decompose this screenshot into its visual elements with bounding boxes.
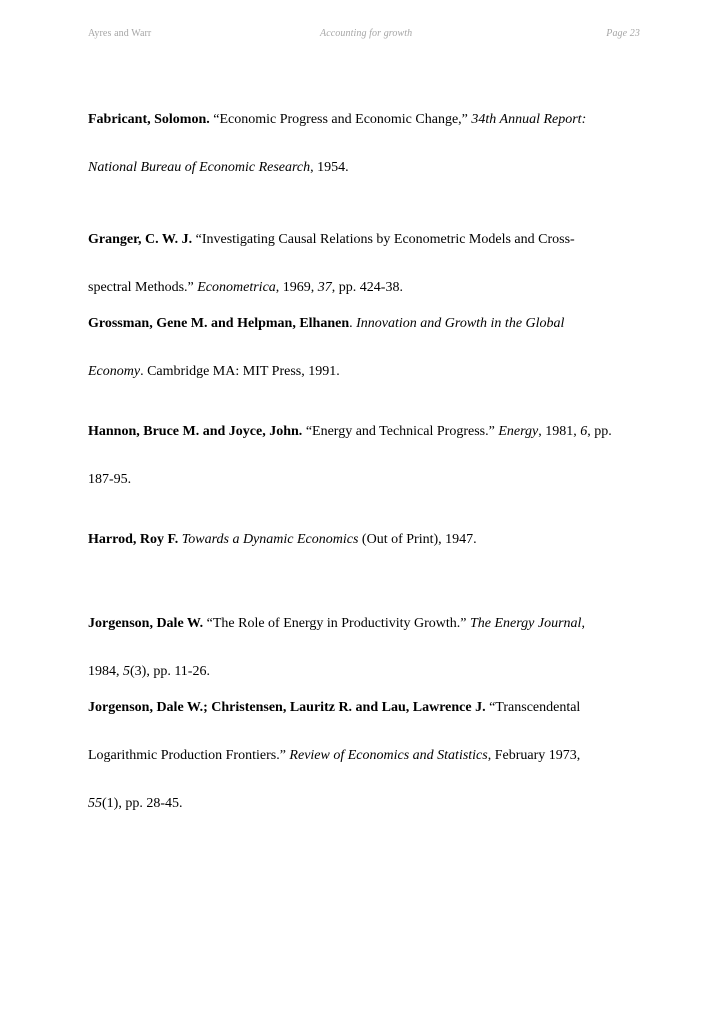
- reference-italic-text: 6: [580, 424, 588, 439]
- header-page-number: Page 23: [606, 28, 640, 39]
- reference-italic-text: 5: [123, 664, 130, 679]
- reference-text: , 1981,: [538, 424, 581, 439]
- reference-text: , pp. 424-38.: [331, 280, 403, 295]
- reference-entry: [88, 408, 648, 504]
- reference-text: (3), pp. 11-26.: [130, 664, 210, 679]
- reference-line: [88, 684, 648, 732]
- reference-line: [88, 96, 648, 144]
- reference-line: [88, 300, 648, 348]
- reference-text: , 1969,: [275, 280, 318, 295]
- reference-line: [88, 780, 648, 828]
- reference-line: [88, 348, 648, 396]
- reference-text: spectral Methods.”: [88, 280, 198, 295]
- reference-italic-text: Energy: [498, 424, 539, 439]
- reference-italic-text: Econometrica: [197, 280, 276, 295]
- reference-text: , pp.: [587, 424, 612, 439]
- reference-italic-text: Economy: [88, 364, 141, 379]
- reference-line: [88, 600, 648, 648]
- reference-line: [88, 408, 648, 456]
- reference-authors: Grossman, Gene M. and Helpman, Elhanen: [88, 316, 350, 331]
- reference-entry: [88, 300, 648, 396]
- reference-text: 187-95.: [88, 472, 132, 487]
- reference-italic-text: National Bureau of Economic Research: [88, 160, 311, 175]
- header-title: Accounting for growth: [320, 28, 413, 39]
- reference-text: .: [349, 316, 357, 331]
- reference-text: , February 1973,: [487, 748, 581, 763]
- reference-text: “Investigating Causal Relations by Econometric Models and Cross-: [192, 232, 575, 247]
- reference-authors: Granger, C. W. J.: [88, 232, 193, 247]
- reference-line: [88, 732, 648, 780]
- reference-italic-text: Review of Economics and Statistics: [289, 748, 488, 763]
- reference-text: “The Role of Energy in Productivity Growth.”: [203, 616, 470, 631]
- reference-text: “Economic Progress and Economic Change,”: [209, 112, 472, 127]
- reference-authors: Fabricant, Solomon.: [88, 112, 210, 127]
- reference-authors: Jorgenson, Dale W.: [88, 616, 204, 631]
- reference-entry: [88, 96, 648, 192]
- reference-text: (Out of Print), 1947.: [358, 532, 477, 547]
- reference-line: [88, 516, 648, 564]
- reference-text: . Cambridge MA: MIT Press, 1991.: [140, 364, 340, 379]
- reference-text: ,: [581, 616, 585, 631]
- reference-italic-text: Towards a Dynamic Economics: [181, 532, 359, 547]
- reference-entry: [88, 516, 648, 564]
- reference-italic-text: The Energy Journal: [469, 616, 582, 631]
- reference-italic-text: Innovation and Growth in the Global: [356, 316, 565, 331]
- running-header: [88, 28, 640, 44]
- reference-entry: [88, 684, 648, 828]
- reference-line: [88, 456, 648, 504]
- reference-entry: [88, 600, 648, 696]
- reference-text: “Transcendental: [485, 700, 581, 715]
- reference-authors: Harrod, Roy F.: [88, 532, 179, 547]
- reference-authors: Jorgenson, Dale W.; Christensen, Lauritz R. and Lau, Lawrence J.: [88, 700, 486, 715]
- reference-text: “Energy and Technical Progress.”: [302, 424, 499, 439]
- reference-line: [88, 144, 648, 192]
- reference-italic-text: 55: [88, 796, 102, 811]
- reference-italic-text: 34th Annual Report:: [471, 112, 587, 127]
- reference-italic-text: 37: [317, 280, 332, 295]
- reference-text: (1), pp. 28-45.: [102, 796, 183, 811]
- reference-text: 1984,: [88, 664, 123, 679]
- reference-text: , 1954.: [310, 160, 349, 175]
- header-authors: Ayres and Warr: [88, 28, 152, 39]
- reference-text: Logarithmic Production Frontiers.”: [88, 748, 290, 763]
- reference-line: [88, 216, 648, 264]
- reference-entry: [88, 216, 648, 312]
- reference-authors: Hannon, Bruce M. and Joyce, John.: [88, 424, 303, 439]
